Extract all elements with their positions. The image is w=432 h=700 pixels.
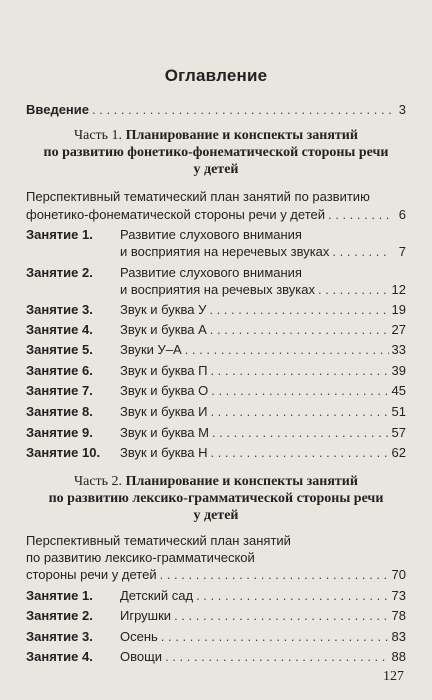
toc-entry-lesson-5: [26, 341, 406, 358]
toc-entry-lesson-1-line1: [26, 226, 406, 243]
dot-leader: [328, 206, 391, 223]
dot-leader: [174, 607, 388, 624]
part2-plan-line1: Перспективный тематический план занятий: [26, 533, 291, 548]
dot-leader: [161, 628, 389, 645]
toc-entry-part2-plan: [26, 566, 406, 583]
toc-entry-p2-lesson-4: [26, 648, 406, 665]
entry-text: Звук и буква О: [120, 383, 209, 398]
entry-text: Звук и буква А: [120, 322, 207, 337]
dot-leader: [92, 101, 391, 118]
entry-label: Занятие 5.: [26, 342, 93, 357]
entry-text: и восприятия на неречевых звуках: [120, 244, 330, 259]
entry-page: 27: [391, 322, 406, 337]
entry-page: 73: [391, 588, 406, 603]
entry-page: 33: [391, 342, 406, 357]
entry-page: 6: [398, 207, 406, 222]
dot-leader: [212, 424, 389, 441]
entry-text: Звук и буква Н: [120, 445, 208, 460]
entry-text: Осень: [120, 629, 158, 644]
part2-heading-line3: у детей: [193, 508, 239, 523]
entry-label: Занятие 9.: [26, 425, 93, 440]
entry-label: Занятие 6.: [26, 363, 93, 378]
part1-heading-line2: по развитию фонетико-фонематической стороны речи: [43, 145, 389, 160]
entry-page: 45: [391, 383, 406, 398]
toc-entry-lesson-1: [26, 243, 406, 260]
entry-page: 78: [391, 608, 406, 623]
part1-heading-line3: у детей: [193, 162, 239, 177]
entry-text: Детский сад: [120, 588, 194, 603]
entry-text: стороны речи у детей: [26, 567, 157, 582]
dot-leader: [210, 362, 388, 379]
entry-label: Введение: [26, 102, 89, 117]
part1-heading-line1: Планирование и конспекты занятий: [125, 128, 358, 143]
toc-entry-p2-lesson-2: [26, 607, 406, 624]
entry-page: 70: [391, 567, 406, 582]
toc-entry-lesson-9: [26, 424, 406, 441]
entry-text: и восприятия на речевых звуках: [120, 282, 315, 297]
entry-page: 83: [391, 629, 406, 644]
dot-leader: [210, 403, 388, 420]
dot-leader: [209, 301, 388, 318]
part1-prefix: Часть 1.: [74, 128, 123, 143]
toc-entry-lesson-6: [26, 362, 406, 379]
entry-label: Занятие 1.: [26, 227, 93, 242]
entry-page: 88: [391, 649, 406, 664]
entry-label: Занятие 4.: [26, 322, 93, 337]
part2-heading-line2: по развитию лексико-грамматической стороны речи: [48, 491, 384, 506]
dot-leader: [165, 648, 388, 665]
part2-plan-line2: по развитию лексико-грамматической: [26, 550, 255, 565]
entry-text: Звук и буква П: [120, 363, 208, 378]
dot-leader: [210, 444, 388, 461]
entry-text: Звук и буква И: [120, 404, 208, 419]
page-number: 127: [383, 669, 404, 684]
toc-entry-lesson-2-line1: [26, 264, 406, 281]
dot-leader: [210, 321, 389, 338]
entry-text: Звук и буква У: [120, 302, 207, 317]
part2-heading-line1: Планирование и конспекты занятий: [125, 474, 358, 489]
dot-leader: [160, 566, 389, 583]
entry-label: Занятие 4.: [26, 649, 93, 664]
entry-text: Развитие слухового внимания: [120, 227, 302, 242]
part1-heading: [26, 127, 406, 178]
entry-label: Занятие 7.: [26, 383, 93, 398]
dot-leader: [211, 382, 388, 399]
toc-entry-lesson-3: [26, 301, 406, 318]
entry-page: 62: [391, 445, 406, 460]
entry-text: Звуки У–А: [120, 342, 182, 357]
entry-page: 51: [391, 404, 406, 419]
entry-text: фонетико-фонематической стороны речи у детей: [26, 207, 325, 222]
dot-leader: [332, 243, 391, 260]
entry-label: Занятие 10.: [26, 445, 101, 460]
dot-leader: [185, 341, 389, 358]
entry-label: Занятие 8.: [26, 404, 93, 419]
entry-label: Занятие 3.: [26, 302, 93, 317]
entry-text: Овощи: [120, 649, 163, 664]
toc-entry-intro: [26, 101, 406, 118]
toc-entry-p2-lesson-1: [26, 587, 406, 604]
entry-label: Занятие 3.: [26, 629, 93, 644]
toc-entry-lesson-7: [26, 382, 406, 399]
toc-entry-p2-lesson-3: [26, 628, 406, 645]
entry-page: 7: [398, 244, 406, 259]
entry-page: 19: [391, 302, 406, 317]
toc-entry-lesson-2: [26, 281, 406, 298]
part2-heading: [26, 473, 406, 524]
dot-leader: [196, 587, 388, 604]
entry-page: 39: [391, 363, 406, 378]
toc-title: Оглавление: [164, 66, 268, 85]
entry-page: 12: [391, 282, 406, 297]
part1-plan-line1: Перспективный тематический план занятий по развитию: [26, 189, 370, 204]
entry-label: Занятие 2.: [26, 265, 93, 280]
toc-entry-lesson-10: [26, 444, 406, 461]
toc-entry-lesson-8: [26, 403, 406, 420]
entry-text: Развитие слухового внимания: [120, 265, 302, 280]
toc-entry-part1-plan: [26, 206, 406, 223]
entry-page: 57: [391, 425, 406, 440]
entry-page: 3: [398, 102, 406, 117]
entry-label: Занятие 1.: [26, 588, 93, 603]
entry-text: Игрушки: [120, 608, 172, 623]
part2-prefix: Часть 2.: [74, 474, 123, 489]
dot-leader: [318, 281, 389, 298]
entry-label: Занятие 2.: [26, 608, 93, 623]
entry-text: Звук и буква М: [120, 425, 209, 440]
toc-entry-lesson-4: [26, 321, 406, 338]
